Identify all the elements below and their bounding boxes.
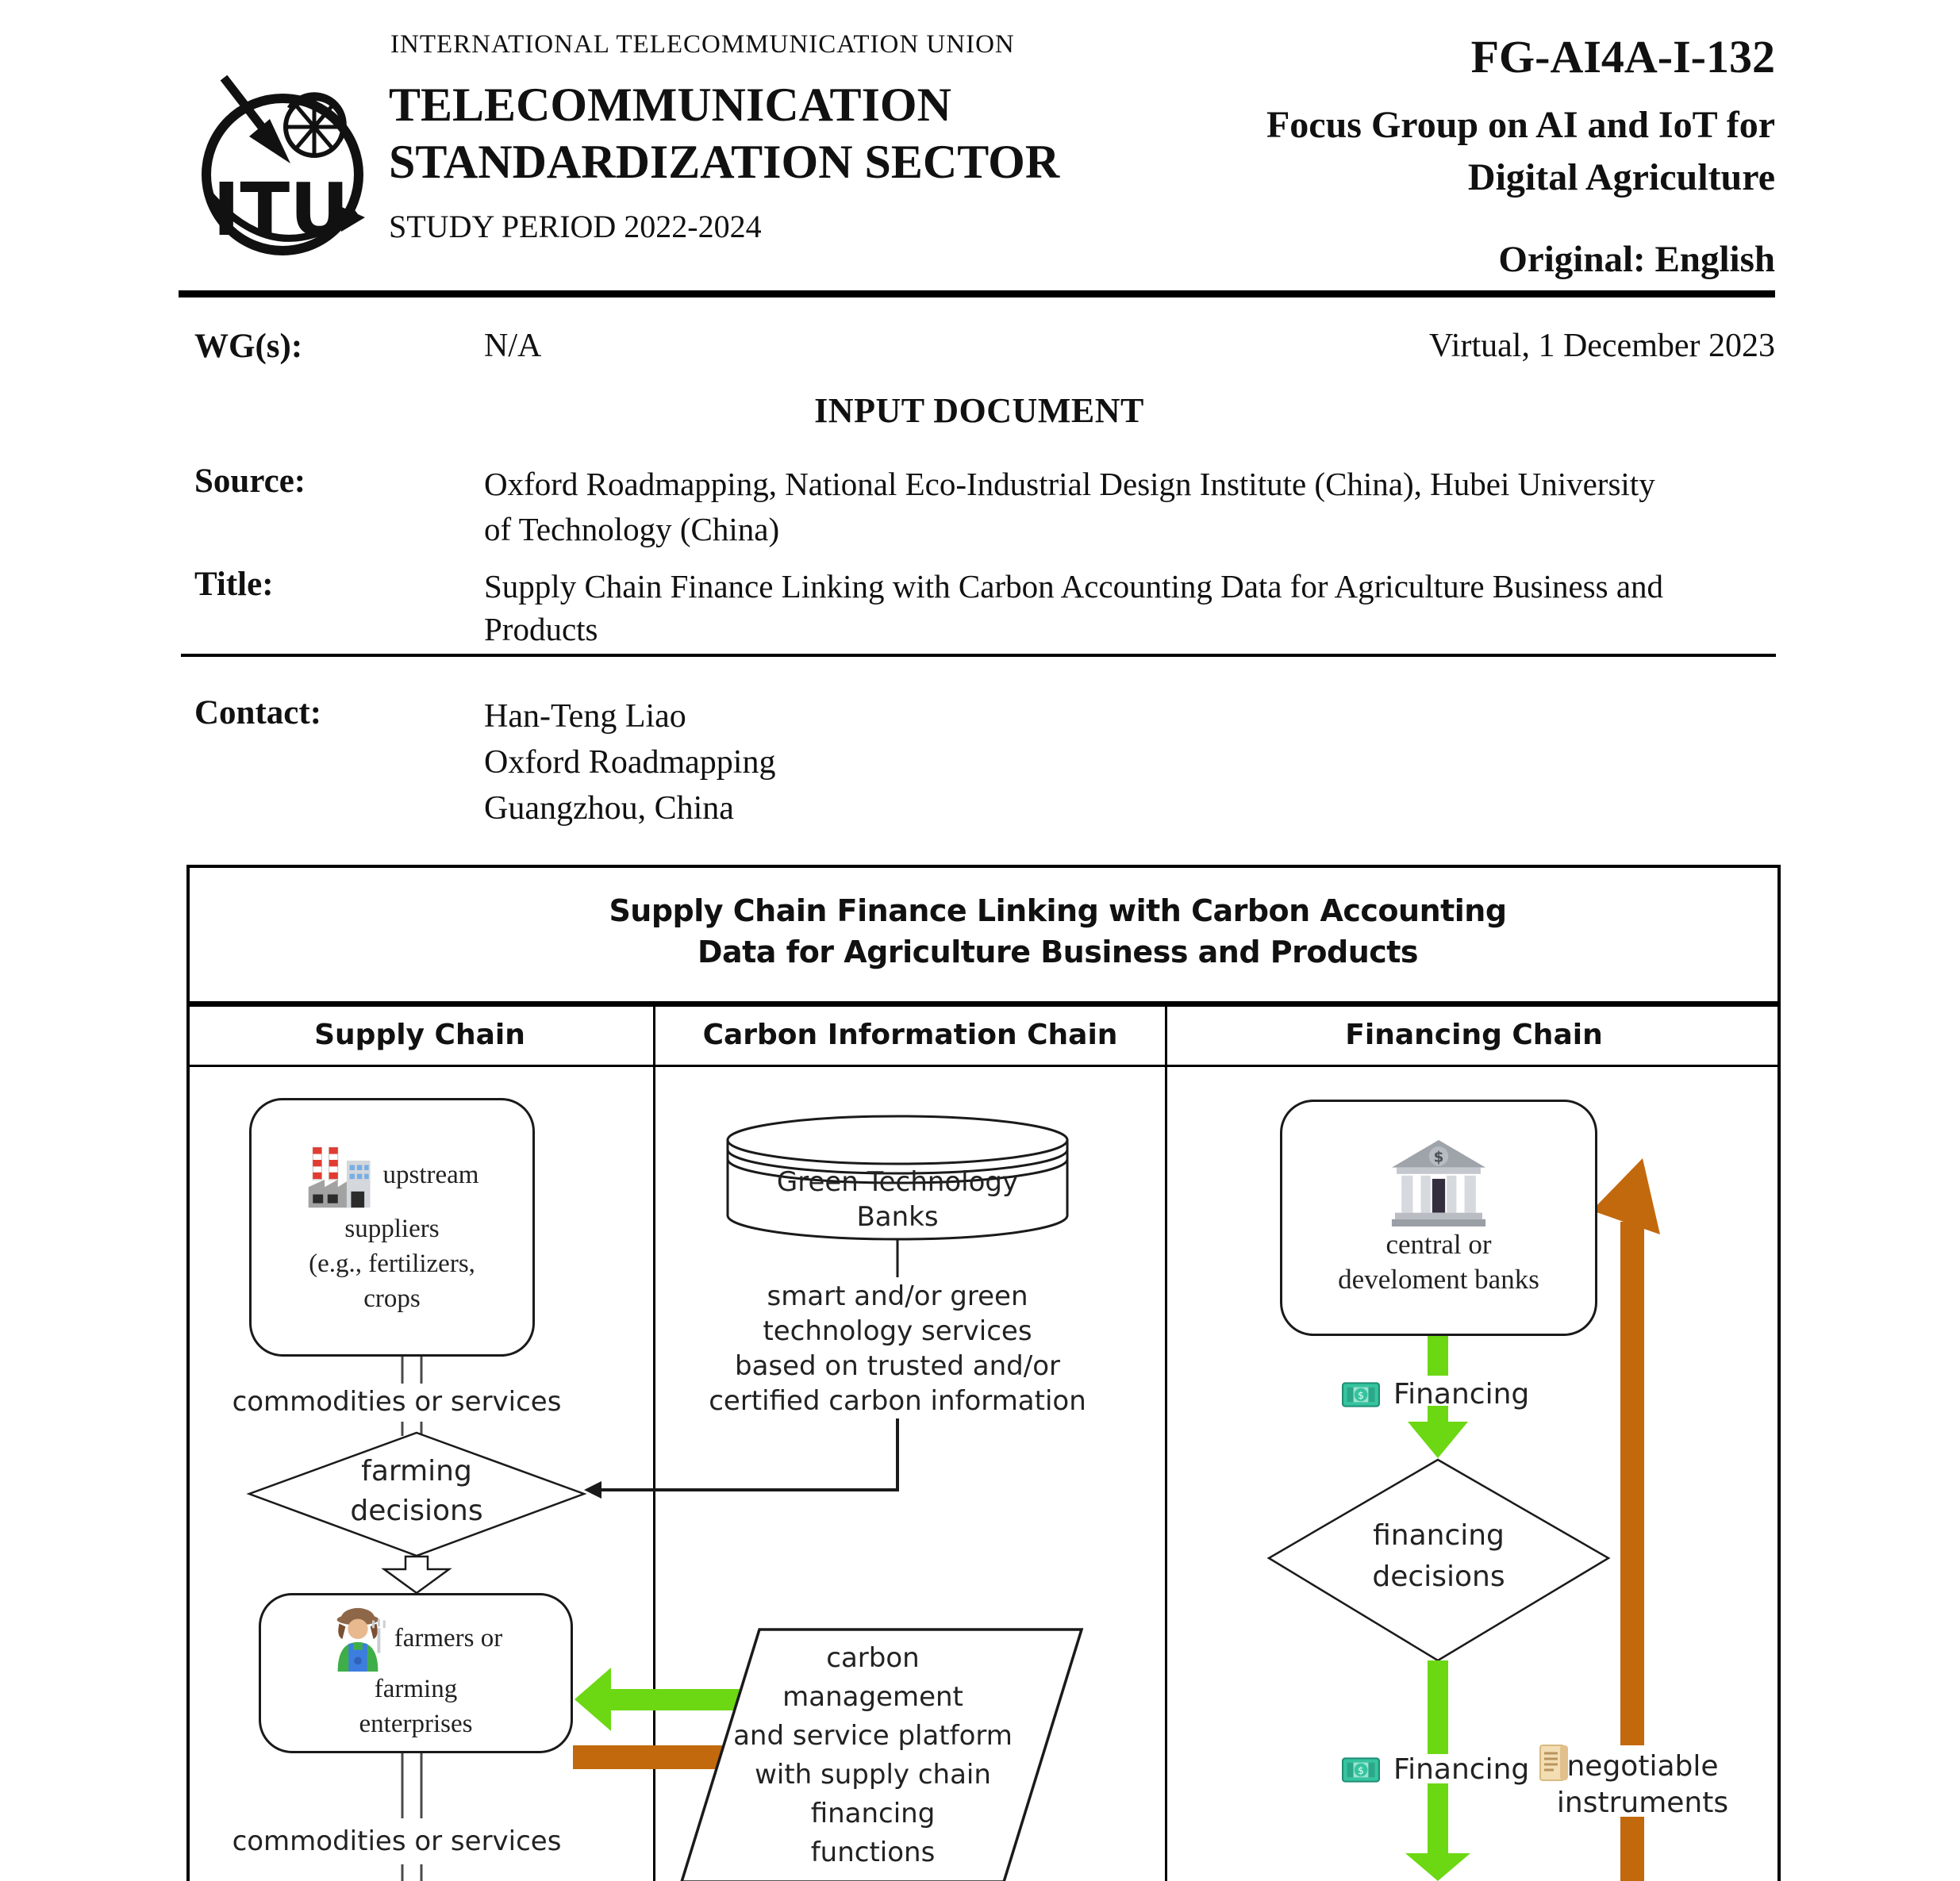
farmers-text-3: enterprises [359,1710,473,1738]
column-header-carbon-information-chain: Carbon Information Chain [702,1019,1118,1051]
farmers-text-2: farming [374,1675,458,1703]
original-language: Original: English [1498,239,1775,280]
logo-text: ITU [213,167,349,252]
chimney-left [313,1147,321,1180]
farmers-box [259,1593,573,1753]
central-banks-text-1: central or [1385,1229,1492,1260]
sector-line-1: TELECOMMUNICATION [389,79,951,131]
carbon-services-text: smart and/or green technology services based on trusted and/or certified carbon information [709,1280,1086,1417]
green-technology-banks-text: Green Technology Banks [776,1166,1019,1233]
suppliers-text-3: (e.g., fertilizers, [309,1250,475,1278]
column-header-supply-chain: Supply Chain [314,1019,525,1051]
venue-date: Virtual, 1 December 2023 [1429,328,1775,364]
contact-name: Han-Teng Liao [484,698,686,735]
svg-text:$: $ [1358,1389,1364,1402]
farmer-icon [329,1605,386,1672]
green-arrow-financing-down [1405,1783,1470,1881]
svg-text:$: $ [1358,1764,1364,1777]
suppliers-text-1: upstream [382,1161,479,1189]
chimney-right [329,1147,337,1180]
study-period: STUDY PERIOD 2022-2024 [389,209,762,244]
banknote-icon-bottom [1342,1755,1380,1785]
green-bar-banks-to-financing [1428,1336,1448,1376]
financing-label-bottom: Financing [1393,1753,1530,1786]
focus-group-line-1: Focus Group on AI and IoT for [1266,104,1775,146]
title-value: Supply Chain Finance Linking with Carbon Accounting Data for Agriculture Business and Products [484,568,1664,647]
connector-farmers-commodities [402,1753,421,1818]
hollow-down-arrow [384,1557,449,1593]
green-bar-diamond-to-financing [1428,1660,1448,1754]
svg-text:$: $ [1433,1149,1444,1166]
contact-location: Guangzhou, China [484,790,734,827]
carbon-platform-text: carbon management and service platform with supply chain financing functions [733,1642,1013,1868]
green-arrow-financing-to-diamond [1408,1406,1468,1458]
factory-icon [306,1138,375,1211]
arrow-services-to-farming-decisions [584,1418,897,1499]
financing-decisions-text: financing decisions [1372,1519,1505,1593]
wg-value: N/A [484,328,542,364]
title-label: Title: [194,566,274,603]
diagram-title-line-1: Supply Chain Finance Linking with Carbon Accounting [609,893,1507,928]
farming-decisions-text: farming decisions [350,1455,483,1527]
bank-icon [1389,1138,1488,1227]
suppliers-text-4: crops [363,1284,421,1313]
upstream-suppliers-box [249,1098,535,1357]
contact-org: Oxford Roadmapping [484,744,776,781]
banknote-icon-top [1342,1380,1380,1410]
org-name: INTERNATIONAL TELECOMMUNICATION UNION [390,30,1015,59]
financing-label-top: Financing [1393,1378,1530,1411]
negotiable-instruments-label: negotiable instruments [1556,1750,1729,1819]
sector-line-2: STANDARDIZATION SECTOR [389,136,1060,188]
farmers-text-1: farmers or [394,1624,503,1653]
central-banks-box [1280,1100,1597,1336]
source-value: Oxford Roadmapping, National Eco-Industrial Design Institute (China), Hubei University of Technology (China) [484,466,1655,547]
central-banks-text-2: develoment banks [1338,1264,1539,1295]
commodities-or-services-bottom: commodities or services [232,1825,562,1857]
contact-label: Contact: [194,694,322,731]
connector-suppliers-commodities [402,1357,421,1384]
doc-type-heading: INPUT DOCUMENT [814,391,1144,430]
column-header-financing-chain: Financing Chain [1345,1019,1603,1051]
source-label: Source: [194,463,306,500]
doc-number: FG-AI4A-I-132 [1470,31,1775,83]
connector-commodities-bottom [402,1864,421,1881]
wg-label: WG(s): [194,328,303,365]
commodities-or-services-top: commodities or services [232,1386,562,1418]
diagram-title-line-2: Data for Agriculture Business and Products [697,935,1419,969]
focus-group-line-2: Digital Agriculture [1467,156,1775,198]
suppliers-text-2: suppliers [344,1215,440,1243]
